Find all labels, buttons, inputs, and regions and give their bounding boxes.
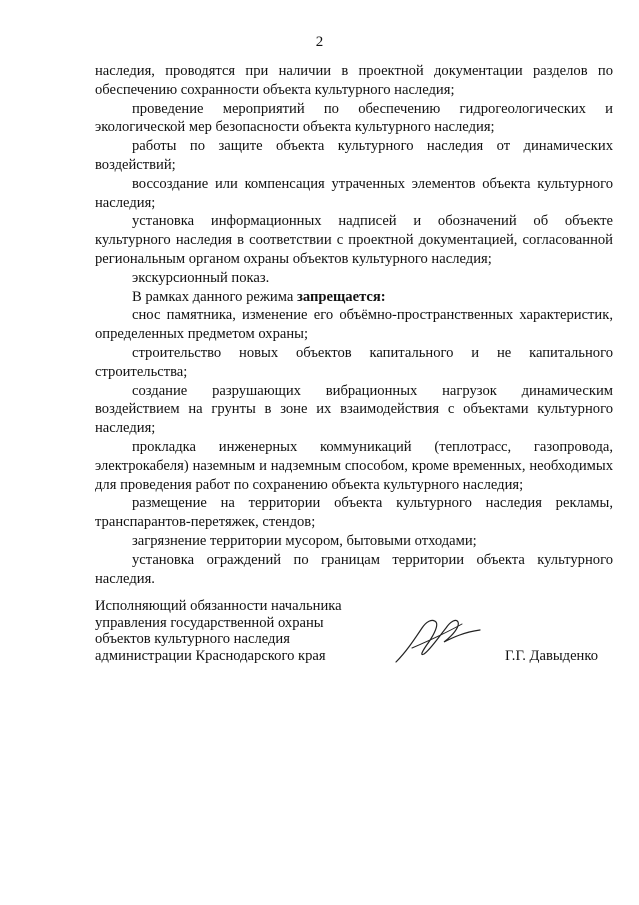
prohibited-item: размещение на территории объекта культурного наследия рекламы, транспарантов-перетяжек, стендов; bbox=[95, 495, 613, 531]
signatory-title-line: администрации Краснодарского края bbox=[95, 647, 326, 664]
page-number: 2 bbox=[315, 34, 324, 50]
signatory-title bbox=[95, 598, 342, 664]
prohibited-item: загрязнение территории мусором, бытовыми отходами; bbox=[132, 532, 477, 549]
paragraph: наследия, проводятся при наличии в проектной документации разделов по обеспечению сохранности объекта культурного наследия; bbox=[95, 63, 613, 98]
signatory-title-line: управления государственной охраны bbox=[95, 614, 324, 631]
paragraph: проведение мероприятий по обеспечению гидрогеологических и экологической мер безопасности объекта культурного наследия; bbox=[95, 100, 613, 136]
paragraph: установка информационных надписей и обозначений об объекте культурного наследия в соответствии с проектной документацией, согласованной региональным органом охраны объектов культурного наследия; bbox=[95, 213, 613, 267]
prohibited-item: снос памятника, изменение его объёмно-пространственных характеристик, определенных предметом охраны; bbox=[95, 307, 613, 343]
document-body bbox=[95, 62, 613, 588]
handwritten-signature bbox=[392, 612, 484, 666]
prohibited-item: строительство новых объектов капитального и не капитального строительства; bbox=[95, 344, 613, 380]
prohibited-intro: В рамках данного режима bbox=[132, 288, 297, 305]
prohibited-keyword: запрещается: bbox=[297, 288, 386, 305]
prohibited-heading bbox=[95, 288, 613, 307]
prohibited-item: создание разрушающих вибрационных нагрузок динамическим воздействием на грунты в зоне их взаимодействия с объектами культурного наследия; bbox=[95, 382, 613, 437]
paragraph: воссоздание или компенсация утраченных элементов объекта культурного наследия; bbox=[95, 175, 613, 211]
signatory-name: Г.Г. Давыденко bbox=[505, 648, 599, 664]
paragraph: экскурсионный показ. bbox=[132, 269, 270, 286]
signatory-title-line: объектов культурного наследия bbox=[95, 631, 290, 648]
signatory-title-line: Исполняющий обязанности начальника bbox=[95, 598, 342, 614]
paragraph: работы по защите объекта культурного наследия от динамических воздействий; bbox=[95, 138, 613, 173]
prohibited-item: установка ограждений по границам территории объекта культурного наследия. bbox=[95, 551, 613, 587]
prohibited-item: прокладка инженерных коммуникаций (теплотрасс, газопровода, электрокабеля) наземным и надземным способом, кроме временных, необходимых для проведения работ по сохранению объекта культурного наследия; bbox=[95, 438, 613, 493]
